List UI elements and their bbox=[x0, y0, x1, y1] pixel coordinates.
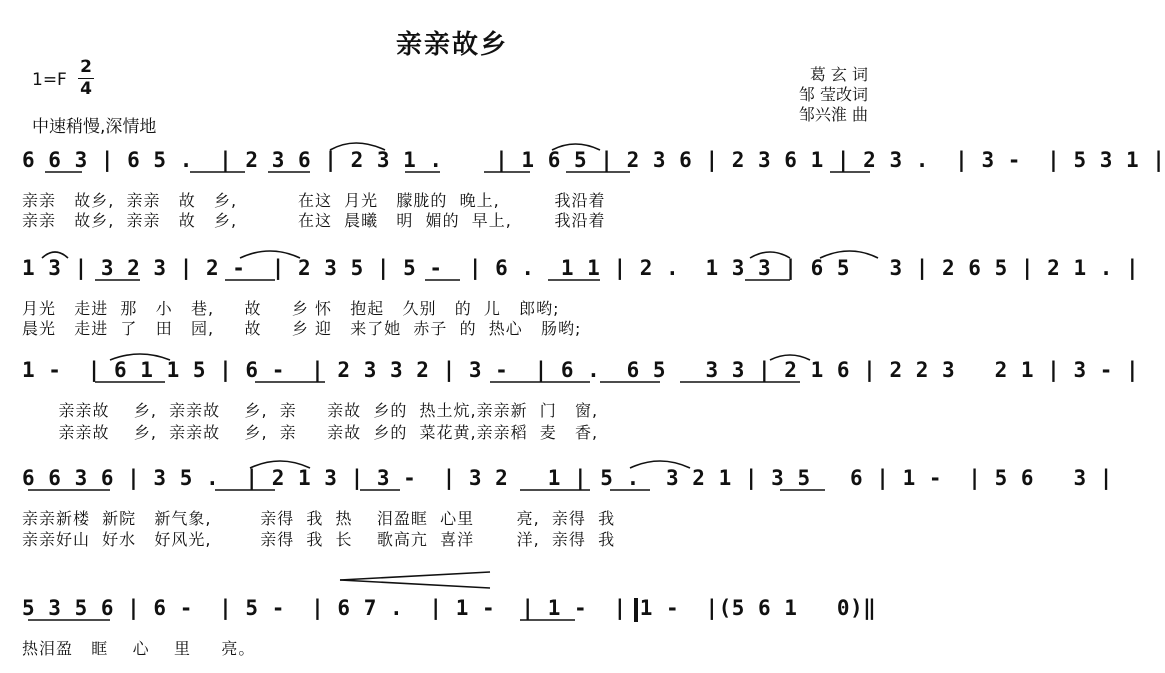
lyric-line-3-verse-2: 亲亲故 乡, 亲亲故 乡, 亲 亲故 乡的 菜花黄,亲亲稻 麦 香, bbox=[22, 423, 599, 442]
lyric-line-4-verse-2: 亲亲好山 好水 好风光, 亲得 我 长 歌高亢 喜洋 洋, 亲得 我 bbox=[22, 530, 616, 549]
slur-mark bbox=[750, 252, 790, 258]
notes-line-4: 6 6 3 6 | 3 5 . | 2 1 3 | 3 - | 3 2 1 | 5 . 3 2 1 | 3 5 6 | 1 - | 5 6 3 | bbox=[22, 466, 1113, 490]
lyric-line-3-verse-1: 亲亲故 乡, 亲亲故 乡, 亲 亲故 乡的 热土炕,亲亲新 门 窗, bbox=[22, 401, 599, 420]
time-signature-top: 2 bbox=[80, 57, 92, 77]
composer-credit: 邹兴淮 曲 bbox=[798, 105, 868, 124]
adapter-credit: 邹 莹改词 bbox=[798, 85, 868, 104]
lyric-line-1-verse-1: 亲亲 故乡, 亲亲 故 乡, 在这 月光 朦胧的 晚上, 我沿着 bbox=[22, 191, 606, 210]
notes-line-1: 6 6 3 | 6 5 . | 2 3 6 | 2 3 1 . | 1 6 5 | 2 3 6 | 2 3 6 1 | 2 3 . | 3 - | 5 3 1 | bbox=[22, 148, 1165, 172]
slur-mark bbox=[770, 355, 810, 360]
lyric-line-2-verse-1: 月光 走进 那 小 巷, 故 乡 怀 抱起 久别 的 儿 郎哟; bbox=[22, 299, 560, 318]
tempo-marking: 中速稍慢,深情地 bbox=[32, 117, 157, 137]
lyric-line-2-verse-2: 晨光 走进 了 田 园, 故 乡 迎 来了她 赤子 的 热心 肠哟; bbox=[22, 319, 582, 338]
song-title: 亲亲故乡 bbox=[395, 30, 508, 60]
slur-mark bbox=[240, 251, 300, 258]
slur-mark bbox=[552, 144, 600, 150]
notes-line-3: 1 - | 6 1 1 5 | 6 - | 2 3 3 2 | 3 - | 6 . 6 5 3 3 | 2 1 6 | 2 2 3 2 1 | 3 - | bbox=[22, 358, 1140, 382]
lyric-line-1-verse-2: 亲亲 故乡, 亲亲 故 乡, 在这 晨曦 明 媚的 早上, 我沿着 bbox=[22, 211, 606, 230]
hairpin-mark bbox=[340, 572, 490, 580]
lyric-line-5-verse-1: 热泪盈 眶 心 里 亮。 bbox=[22, 639, 256, 658]
notes-line-5: 5 3 5 6 | 6 - | 5 - | 6 7 . | 1 - | 1 - | 1 - |(5 6 1 0)‖ bbox=[22, 596, 877, 620]
slur-mark bbox=[110, 354, 170, 360]
notes-line-2: 1 3 | 3 2 3 | 2 - | 2 3 5 | 5 - | 6 . 1 1 | 2 . 1 3 3 | 6 5 3 | 2 6 5 | 2 1 . | bbox=[22, 256, 1140, 280]
slur-mark bbox=[330, 143, 385, 150]
lyric-line-4-verse-1: 亲亲新楼 新院 新气象, 亲得 我 热 泪盈眶 心里 亮, 亲得 我 bbox=[22, 509, 616, 528]
slur-mark bbox=[42, 252, 68, 258]
time-signature-bottom: 4 bbox=[80, 79, 92, 99]
slur-mark bbox=[250, 461, 310, 468]
slur-mark bbox=[630, 461, 690, 468]
lyricist-credit: 葛 玄 词 bbox=[809, 65, 868, 84]
key-signature: 1=F bbox=[32, 70, 67, 90]
hairpin-mark bbox=[340, 580, 490, 588]
slur-mark bbox=[820, 251, 878, 258]
